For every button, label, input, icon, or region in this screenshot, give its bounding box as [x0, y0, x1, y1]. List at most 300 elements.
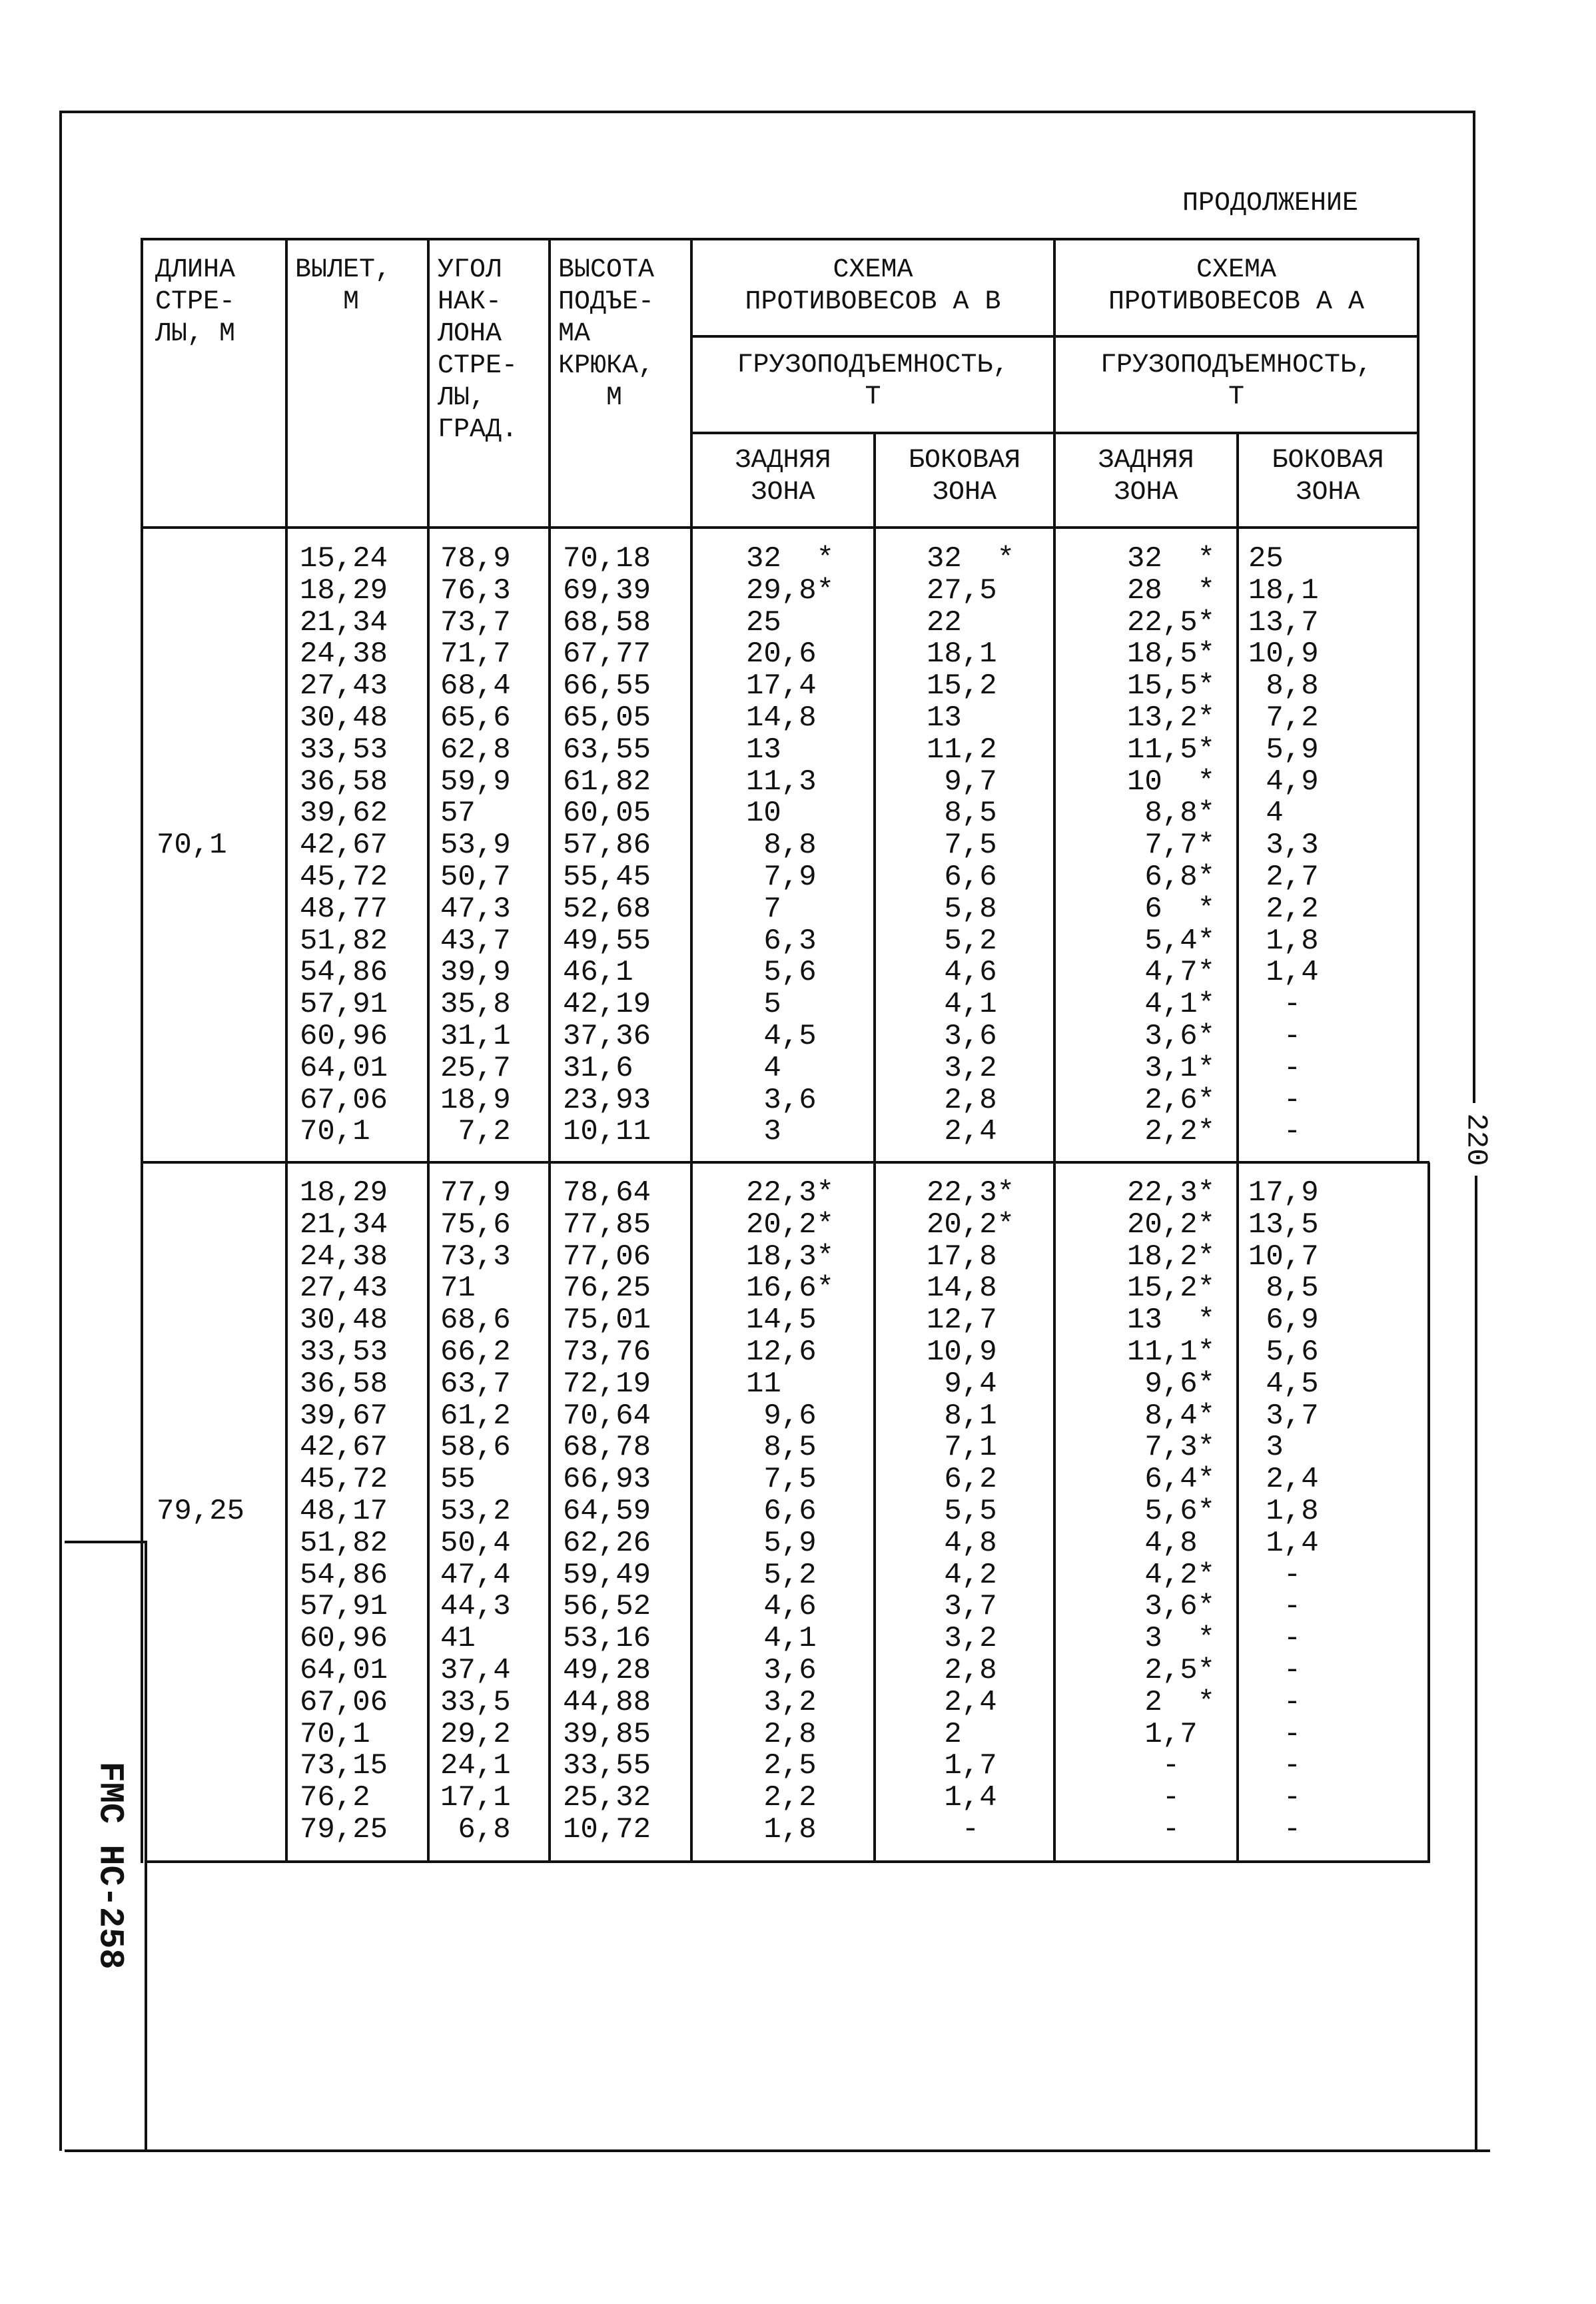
side_ab-column [927, 1178, 1014, 1846]
reach-column [300, 1178, 388, 1846]
reach-cell: 42,67 [300, 1431, 388, 1465]
capacity-side-zone-ab-cell: 10,9 [927, 1335, 997, 1369]
capacity-side-zone-ab-cell: 3,6 [927, 1019, 997, 1053]
capacity-side-zone-ab-cell: 2 [927, 1717, 962, 1751]
capacity-back-zone-aa-cell: 2,6* [1127, 1083, 1216, 1117]
angle-cell: 57 [440, 797, 476, 831]
hook-height-cell: 69,39 [563, 574, 651, 607]
col-line-2 [427, 238, 430, 1863]
capacity-side-zone-ab-cell: 15,2 [927, 669, 997, 703]
boom-length-cell: 70,1 [157, 829, 227, 863]
col-line-0 [141, 238, 143, 1863]
capacity-side-zone-ab-cell: 22,3* [927, 1176, 1015, 1210]
capacity-side-zone-aa-cell: 17,9 [1248, 1176, 1319, 1210]
angle-cell: 25,7 [440, 1051, 511, 1085]
capacity-back-zone-aa-cell: 18,5* [1127, 637, 1216, 671]
capacity-back-zone-ab-cell: 1,8 [746, 1812, 817, 1846]
angle-cell: 71,7 [440, 637, 511, 671]
capacity-side-zone-ab-cell: 9,4 [927, 1367, 997, 1401]
capacity-side-zone-ab-cell: 6,2 [927, 1463, 997, 1497]
capacity-back-zone-aa-cell: 13 * [1127, 1304, 1216, 1338]
angle-cell: 62,8 [440, 733, 511, 767]
angle-cell: 76,3 [440, 574, 511, 607]
capacity-back-zone-aa-cell: 2,5* [1127, 1653, 1216, 1687]
capacity-side-zone-ab-cell: 2,8 [927, 1653, 997, 1687]
header-capacity-ab [693, 350, 1053, 414]
capacity-side-zone-ab-cell: 9,7 [927, 765, 997, 799]
capacity-back-zone-ab-cell: 8,8 [746, 829, 817, 863]
capacity-back-zone-ab-cell: 12,6 [746, 1335, 817, 1369]
hook-height-cell: 25,32 [563, 1781, 651, 1815]
header-line: ДЛИНА [155, 255, 236, 285]
reach-cell: 54,86 [300, 956, 388, 990]
hook-height-cell: 68,58 [563, 605, 651, 639]
capacity-back-zone-ab-cell: 6,6 [746, 1494, 817, 1528]
capacity-back-zone-aa-cell: 10 * [1127, 765, 1216, 799]
reach-cell: 30,48 [300, 701, 388, 735]
capacity-side-zone-ab-cell: 2,4 [927, 1115, 997, 1149]
capacity-back-zone-ab-cell: 5,2 [746, 1558, 817, 1592]
back_ab-column [746, 544, 834, 1148]
capacity-back-zone-ab-cell: 16,6* [746, 1272, 835, 1306]
capacity-side-zone-aa-cell: 3,3 [1248, 829, 1319, 863]
capacity-side-zone-aa-cell: - [1248, 1019, 1302, 1053]
header-scheme-aa [1056, 254, 1417, 318]
capacity-side-zone-aa-cell: 10,9 [1248, 637, 1319, 671]
angle-column [440, 1178, 511, 1846]
capacity-back-zone-ab-cell: 7,9 [746, 860, 817, 894]
angle-cell: 55 [440, 1463, 476, 1497]
capacity-side-zone-aa-cell: - [1248, 1558, 1302, 1592]
capacity-back-zone-ab-cell: 14,5 [746, 1304, 817, 1338]
hook-height-cell: 61,82 [563, 765, 651, 799]
capacity-back-zone-aa-cell: 6,8* [1127, 860, 1216, 894]
capacity-back-zone-ab-cell: 10 [746, 797, 781, 831]
header-back-zone-ab [693, 445, 873, 509]
reach-cell: 39,62 [300, 797, 388, 831]
angle-cell: 39,9 [440, 956, 511, 990]
capacity-back-zone-aa-cell: 4,2* [1127, 1558, 1216, 1592]
reach-cell: 33,53 [300, 733, 388, 767]
capacity-back-zone-ab-cell: 18,3* [746, 1240, 835, 1274]
reach-cell: 54,86 [300, 1558, 388, 1592]
angle-cell: 75,6 [440, 1208, 511, 1242]
reach-cell: 45,72 [300, 860, 388, 894]
capacity-side-zone-aa-cell: 1,8 [1248, 1494, 1319, 1528]
hook-height-cell: 42,19 [563, 988, 651, 1022]
angle-cell: 24,1 [440, 1749, 511, 1783]
header-line: УГОЛ [438, 255, 502, 285]
angle-cell: 35,8 [440, 988, 511, 1022]
hook-height-cell: 59,49 [563, 1558, 651, 1592]
side_aa-column [1248, 1178, 1319, 1846]
angle-cell: 18,9 [440, 1083, 511, 1117]
angle-cell: 53,9 [440, 829, 511, 863]
capacity-side-zone-ab-cell: 12,7 [927, 1304, 997, 1338]
capacity-side-zone-aa-cell: - [1248, 1115, 1302, 1149]
capacity-side-zone-aa-cell: - [1248, 1590, 1302, 1624]
header-line: ЛЫ, [438, 383, 486, 413]
reach-cell: 57,91 [300, 1590, 388, 1624]
capacity-side-zone-aa-cell: 3,7 [1248, 1399, 1319, 1433]
angle-cell: 31,1 [440, 1019, 511, 1053]
hook-height-cell: 49,55 [563, 924, 651, 958]
capacity-back-zone-ab-cell: 7 [746, 892, 781, 926]
header-line: ЛЫ, М [155, 319, 236, 349]
hook-height-cell: 52,68 [563, 892, 651, 926]
hook-height-cell: 68,78 [563, 1431, 651, 1465]
capacity-side-zone-aa-cell: 8,8 [1248, 669, 1319, 703]
capacity-side-zone-aa-cell: 8,5 [1248, 1272, 1319, 1306]
capacity-side-zone-aa-cell: 4,9 [1248, 765, 1319, 799]
hook-height-cell: 77,06 [563, 1240, 651, 1274]
capacity-side-zone-ab-cell: 2,4 [927, 1685, 997, 1719]
reach-cell: 76,2 [300, 1781, 370, 1815]
capacity-side-zone-ab-cell: - [927, 1812, 980, 1846]
header-line: НАК- [438, 287, 502, 317]
capacity-side-zone-aa-cell: - [1248, 1685, 1302, 1719]
capacity-back-zone-aa-cell: 7,3* [1127, 1431, 1216, 1465]
capacity-back-zone-aa-cell: 1,7 [1127, 1717, 1198, 1751]
capacity-side-zone-ab-cell: 7,1 [927, 1431, 997, 1465]
capacity-back-zone-ab-cell: 8,5 [746, 1431, 817, 1465]
col-line-3 [548, 238, 551, 1863]
header-line: СТРЕ- [155, 287, 236, 317]
capacity-back-zone-aa-cell: 28 * [1127, 574, 1216, 607]
capacity-back-zone-ab-cell: 2,5 [746, 1749, 817, 1783]
reach-cell: 64,01 [300, 1653, 388, 1687]
capacity-back-zone-ab-cell: 7,5 [746, 1463, 817, 1497]
hook-height-cell: 57,86 [563, 829, 651, 863]
header-line: КРЮКА, [558, 351, 655, 381]
hook-height-cell: 62,26 [563, 1526, 651, 1560]
header-line: БОКОВАЯ [1272, 446, 1384, 476]
capacity-back-zone-aa-cell: 9,6* [1127, 1367, 1216, 1401]
capacity-side-zone-aa-cell: 4 [1248, 797, 1284, 831]
header-line: СХЕМА [833, 255, 913, 285]
header-bottom-border [141, 526, 1418, 529]
capacity-side-zone-aa-cell: 13,7 [1248, 605, 1319, 639]
angle-cell: 78,9 [440, 542, 511, 576]
capacity-back-zone-ab-cell: 9,6 [746, 1399, 817, 1433]
angle-cell: 68,6 [440, 1304, 511, 1338]
reach-cell: 64,01 [300, 1051, 388, 1085]
reach-cell: 24,38 [300, 637, 388, 671]
header-line: МА [558, 319, 591, 349]
capacity-side-zone-aa-cell: 5,9 [1248, 733, 1319, 767]
capacity-back-zone-ab-cell: 5,6 [746, 956, 817, 990]
capacity-side-zone-ab-cell: 3,2 [927, 1051, 997, 1085]
capacity-side-zone-ab-cell: 3,7 [927, 1590, 997, 1624]
capacity-back-zone-ab-cell: 5,9 [746, 1526, 817, 1560]
hook-height-cell: 63,55 [563, 733, 651, 767]
capacity-side-zone-ab-cell: 3,2 [927, 1622, 997, 1656]
capacity-back-zone-aa-cell: 22,3* [1127, 1176, 1216, 1210]
header-capacity-aa [1056, 350, 1417, 414]
capacity-back-zone-ab-cell: 6,3 [746, 924, 817, 958]
reach-cell: 48,77 [300, 892, 388, 926]
capacity-side-zone-aa-cell: 1,8 [1248, 924, 1319, 958]
angle-cell: 50,4 [440, 1526, 511, 1560]
capacity-side-zone-ab-cell: 17,8 [927, 1240, 997, 1274]
angle-cell: 37,4 [440, 1653, 511, 1687]
capacity-back-zone-ab-cell: 4,1 [746, 1622, 817, 1656]
header-line: ЗОНА [1296, 478, 1360, 508]
height-column [563, 544, 651, 1148]
capacity-side-zone-ab-cell: 4,1 [927, 988, 997, 1022]
col-line-7 [1236, 432, 1239, 1863]
capacity-side-zone-ab-cell: 13 [927, 701, 962, 735]
capacity-side-zone-aa-cell: 25 [1248, 542, 1284, 576]
capacity-back-zone-aa-cell: 3,6* [1127, 1019, 1216, 1053]
capacity-side-zone-aa-cell: - [1248, 1781, 1302, 1815]
capacity-back-zone-ab-cell: 11,3 [746, 765, 817, 799]
capacity-back-zone-aa-cell: 5,6* [1127, 1494, 1216, 1528]
header-line: ГРУЗОПОДЪЕМНОСТЬ, [737, 350, 1009, 380]
header-line: ПРОТИВОВЕСОВ А А [1108, 287, 1365, 317]
angle-cell: 77,9 [440, 1176, 511, 1210]
capacity-back-zone-aa-cell: 20,2* [1127, 1208, 1216, 1242]
capacity-back-zone-ab-cell: 32 * [746, 542, 835, 576]
header-line: М [295, 287, 360, 317]
hook-height-cell: 46,1 [563, 956, 633, 990]
frame-left [59, 111, 62, 2151]
capacity-back-zone-aa-cell: 8,4* [1127, 1399, 1216, 1433]
capacity-side-zone-aa-cell: - [1248, 1051, 1302, 1085]
capacity-back-zone-ab-cell: 3 [746, 1115, 781, 1149]
capacity-side-zone-ab-cell: 8,1 [927, 1399, 997, 1433]
capacity-side-zone-ab-cell: 1,4 [927, 1781, 997, 1815]
header-line: ЗАДНЯЯ [1098, 446, 1194, 476]
angle-cell: 33,5 [440, 1685, 511, 1719]
angle-cell: 58,6 [440, 1431, 511, 1465]
header-angle [438, 254, 518, 446]
capacity-back-zone-ab-cell: 2,2 [746, 1781, 817, 1815]
capacity-back-zone-ab-cell: 4 [746, 1051, 781, 1085]
reach-cell: 73,15 [300, 1749, 388, 1783]
reach-cell: 60,96 [300, 1019, 388, 1053]
header-line: ПРОТИВОВЕСОВ А В [745, 287, 1001, 317]
hook-height-cell: 44,88 [563, 1685, 651, 1719]
angle-cell: 59,9 [440, 765, 511, 799]
reach-cell: 67,06 [300, 1083, 388, 1117]
capacity-side-zone-aa-cell: 1,4 [1248, 1526, 1319, 1560]
capacity-side-zone-ab-cell: 14,8 [927, 1272, 997, 1306]
header-side-zone-aa [1239, 445, 1417, 509]
capacity-back-zone-aa-cell: 2 * [1127, 1685, 1216, 1719]
capacity-side-zone-aa-cell: - [1248, 1717, 1302, 1751]
document-code: FMC HC-258 [90, 1761, 130, 1970]
reach-cell: 21,34 [300, 1208, 388, 1242]
hook-height-cell: 49,28 [563, 1653, 651, 1687]
capacity-back-zone-aa-cell: 6,4* [1127, 1463, 1216, 1497]
capacity-side-zone-ab-cell: 5,5 [927, 1494, 997, 1528]
capacity-back-zone-ab-cell: 13 [746, 733, 781, 767]
capacity-back-zone-aa-cell: 22,5* [1127, 605, 1216, 639]
capacity-side-zone-aa-cell: - [1248, 1083, 1302, 1117]
capacity-back-zone-ab-cell: 3,6 [746, 1083, 817, 1117]
header-scheme-ab [693, 254, 1053, 318]
header-line: СХЕМА [1196, 255, 1277, 285]
capacity-back-zone-ab-cell: 17,4 [746, 669, 817, 703]
header-height [558, 254, 654, 414]
angle-column [440, 544, 511, 1148]
reach-cell: 45,72 [300, 1463, 388, 1497]
back_ab-column [746, 1178, 834, 1846]
col-line-1 [285, 238, 288, 1863]
frame-inner-left [145, 1541, 147, 2151]
capacity-side-zone-aa-cell: 7,2 [1248, 701, 1319, 735]
capacity-side-zone-aa-cell: 1,4 [1248, 956, 1319, 990]
reach-cell: 33,53 [300, 1335, 388, 1369]
hook-height-cell: 55,45 [563, 860, 651, 894]
capacity-back-zone-aa-cell: 15,2* [1127, 1272, 1216, 1306]
capacity-back-zone-aa-cell: 8,8* [1127, 797, 1216, 831]
angle-cell: 17,1 [440, 1781, 511, 1815]
reach-cell: 67,06 [300, 1685, 388, 1719]
capacity-side-zone-ab-cell: 6,6 [927, 860, 997, 894]
capacity-back-zone-aa-cell: 4,7* [1127, 956, 1216, 990]
header-line: ЛОНА [438, 319, 502, 349]
capacity-side-zone-ab-cell: 1,7 [927, 1749, 997, 1783]
capacity-side-zone-ab-cell: 5,2 [927, 924, 997, 958]
header-line: ЗОНА [751, 478, 815, 508]
capacity-back-zone-aa-cell: 11,5* [1127, 733, 1216, 767]
hook-height-cell: 23,93 [563, 1083, 651, 1117]
capacity-side-zone-aa-cell: 2,2 [1248, 892, 1319, 926]
capacity-back-zone-ab-cell: 22,3* [746, 1176, 835, 1210]
header-line: М [558, 383, 623, 413]
reach-cell: 18,29 [300, 574, 388, 607]
hook-height-cell: 31,6 [563, 1051, 633, 1085]
reach-cell: 42,67 [300, 829, 388, 863]
capacity-side-zone-aa-cell: 18,1 [1248, 574, 1319, 607]
hook-height-cell: 37,36 [563, 1019, 651, 1053]
capacity-side-zone-ab-cell: 22 [927, 605, 962, 639]
reach-cell: 18,29 [300, 1176, 388, 1210]
reach-cell: 27,43 [300, 669, 388, 703]
reach-cell: 36,58 [300, 1367, 388, 1401]
capacity-back-zone-aa-cell: 13,2* [1127, 701, 1216, 735]
continuation-label: ПРОДОЛЖЕНИЕ [1182, 189, 1359, 218]
capacity-back-zone-aa-cell: 4,8 [1127, 1526, 1198, 1560]
capacity-side-zone-ab-cell: 4,6 [927, 956, 997, 990]
capacity-back-zone-ab-cell: 14,8 [746, 701, 817, 735]
header-reach [295, 254, 391, 318]
reach-cell: 36,58 [300, 765, 388, 799]
capacity-side-zone-aa-cell: 2,4 [1248, 1463, 1319, 1497]
capacity-side-zone-aa-cell: 3 [1248, 1431, 1284, 1465]
angle-cell: 68,4 [440, 669, 511, 703]
capacity-back-zone-aa-cell: 5,4* [1127, 924, 1216, 958]
angle-cell: 7,2 [440, 1115, 511, 1149]
capacity-back-zone-aa-cell: 3,6* [1127, 1590, 1216, 1624]
capacity-back-zone-aa-cell: 3,1* [1127, 1051, 1216, 1085]
capacity-side-zone-aa-cell: 2,7 [1248, 860, 1319, 894]
capacity-back-zone-ab-cell: 20,6 [746, 637, 817, 671]
capacity-back-zone-aa-cell: 18,2* [1127, 1240, 1216, 1274]
frame-stamp-divider [65, 1541, 146, 1543]
hook-height-cell: 73,76 [563, 1335, 651, 1369]
angle-cell: 73,7 [440, 605, 511, 639]
angle-cell: 44,3 [440, 1590, 511, 1624]
header-line: ВЫЛЕТ, [295, 255, 392, 285]
capacity-back-zone-aa-cell: 6 * [1127, 892, 1216, 926]
capacity-back-zone-aa-cell: 15,5* [1127, 669, 1216, 703]
reach-cell: 70,1 [300, 1717, 370, 1751]
capacity-side-zone-aa-cell: - [1248, 1749, 1302, 1783]
hook-height-cell: 76,25 [563, 1272, 651, 1306]
side_aa-column [1248, 544, 1319, 1148]
capacity-back-zone-ab-cell: 25 [746, 605, 781, 639]
reach-column [300, 544, 388, 1148]
capacity-side-zone-aa-cell: - [1248, 1653, 1302, 1687]
header-line: БОКОВАЯ [908, 446, 1021, 476]
angle-cell: 61,2 [440, 1399, 511, 1433]
capacity-side-zone-ab-cell: 20,2* [927, 1208, 1015, 1242]
capacity-back-zone-ab-cell: 3,6 [746, 1653, 817, 1687]
angle-cell: 29,2 [440, 1717, 511, 1751]
col-line-5 [873, 432, 876, 1863]
capacity-back-zone-aa-cell: 3 * [1127, 1622, 1216, 1656]
hook-height-cell: 65,05 [563, 701, 651, 735]
hook-height-cell: 66,55 [563, 669, 651, 703]
capacity-side-zone-aa-cell: - [1248, 988, 1302, 1022]
header-line: Т [1228, 382, 1244, 412]
hook-height-cell: 60,05 [563, 797, 651, 831]
capacity-side-zone-aa-cell: 5,6 [1248, 1335, 1319, 1369]
capacity-side-zone-ab-cell: 2,8 [927, 1083, 997, 1117]
reach-cell: 70,1 [300, 1115, 370, 1149]
angle-cell: 47,4 [440, 1558, 511, 1592]
header-line: Т [865, 382, 881, 412]
capacity-side-zone-aa-cell: 13,5 [1248, 1208, 1319, 1242]
hook-height-cell: 10,11 [563, 1115, 651, 1149]
capacity-back-zone-ab-cell: 4,5 [746, 1019, 817, 1053]
capacity-side-zone-ab-cell: 18,1 [927, 637, 997, 671]
capacity-back-zone-aa-cell: - [1127, 1749, 1180, 1783]
reach-cell: 79,25 [300, 1812, 388, 1846]
capacity-back-zone-aa-cell: 2,2* [1127, 1115, 1216, 1149]
hook-height-cell: 33,55 [563, 1749, 651, 1783]
capacity-back-zone-ab-cell: 29,8* [746, 574, 835, 607]
capacity-back-zone-ab-cell: 11 [746, 1367, 781, 1401]
back_aa-column [1127, 1178, 1215, 1846]
capacity-back-zone-ab-cell: 20,2* [746, 1208, 835, 1242]
angle-cell: 50,7 [440, 860, 511, 894]
capacity-side-zone-ab-cell: 7,5 [927, 829, 997, 863]
frame-right-upper [1473, 111, 1475, 1103]
capacity-back-zone-aa-cell: 4,1* [1127, 988, 1216, 1022]
angle-cell: 73,3 [440, 1240, 511, 1274]
angle-cell: 53,2 [440, 1494, 511, 1528]
header-line: ВЫСОТА [558, 255, 655, 285]
page-number: 220 [1459, 1108, 1493, 1171]
hook-height-cell: 10,72 [563, 1812, 651, 1846]
capacity-back-zone-aa-cell: 11,1* [1127, 1335, 1216, 1369]
hook-height-cell: 78,64 [563, 1176, 651, 1210]
angle-cell: 63,7 [440, 1367, 511, 1401]
capacity-side-zone-ab-cell: 32 * [927, 542, 1015, 576]
capacity-side-zone-aa-cell: 4,5 [1248, 1367, 1319, 1401]
angle-cell: 65,6 [440, 701, 511, 735]
hook-height-cell: 77,85 [563, 1208, 651, 1242]
reach-cell: 48,17 [300, 1494, 388, 1528]
frame-top [59, 111, 1475, 113]
angle-cell: 66,2 [440, 1335, 511, 1369]
height-column [563, 1178, 651, 1846]
side_ab-column [927, 544, 1014, 1148]
